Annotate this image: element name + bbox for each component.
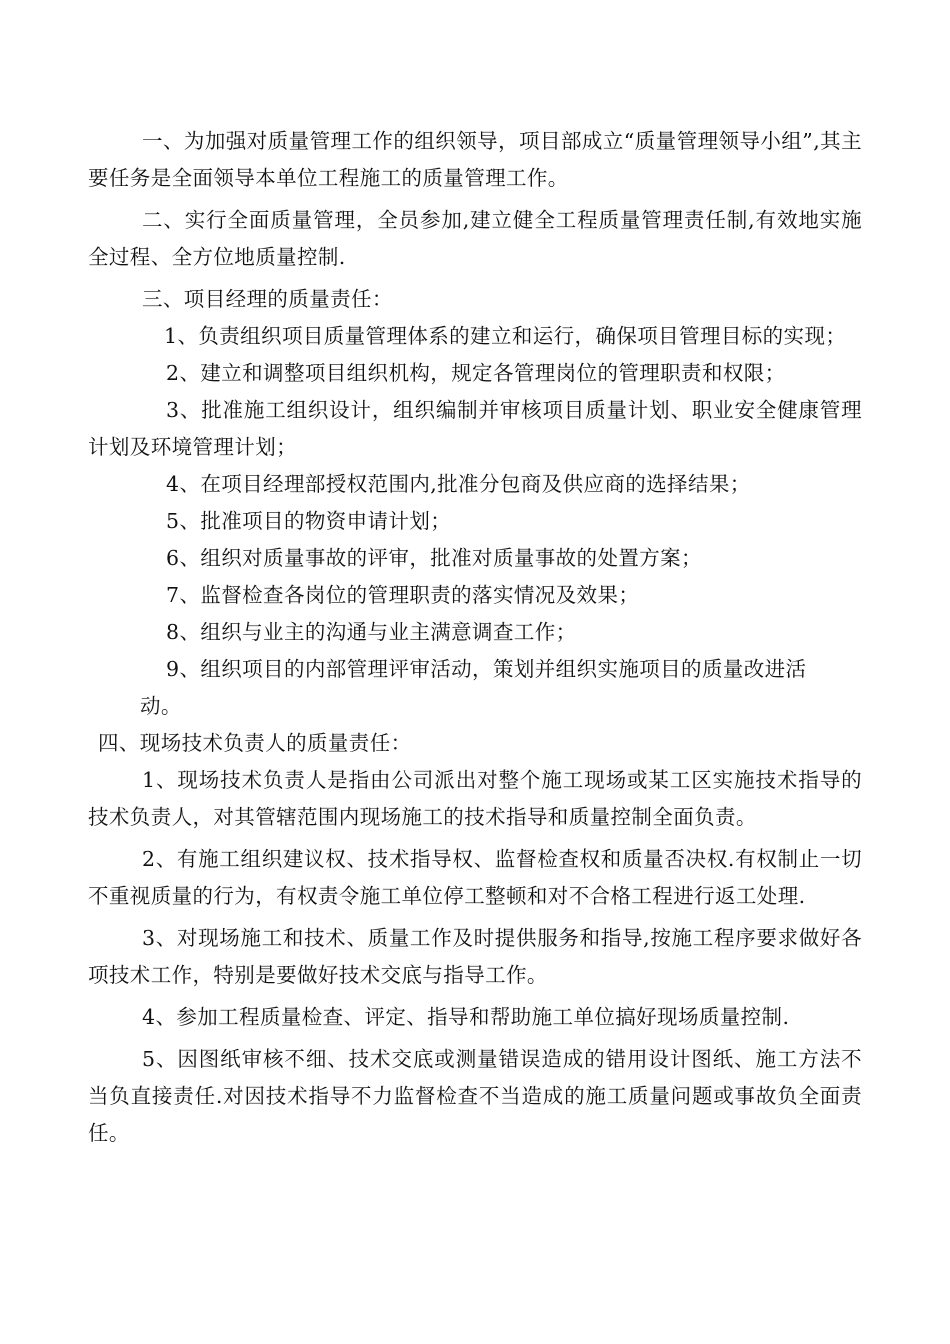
list-item-7: 7、监督检查各岗位的管理职责的落实情况及效果； xyxy=(166,583,640,607)
list-item-2: 2、建立和调整项目组织机构，规定各管理岗位的管理职责和权限； xyxy=(166,361,786,385)
paragraph-tech-4: 4、参加工程质量检查、评定、指导和帮助施工单位搞好现场质量控制. xyxy=(142,1005,790,1029)
list-item-1: 1、负责组织项目质量管理体系的建立和运行，确保项目管理目标的实现； xyxy=(164,324,847,348)
list-item-9-continued: 动。 xyxy=(140,694,182,718)
paragraph-tech-3: 3、对现场施工和技术、质量工作及时提供服务和指导,按施工程序要求做好各项技术工作，特别是要做好技术交底与指导工作。 xyxy=(88,926,862,987)
heading-section-4: 四、现场技术负责人的质量责任： xyxy=(98,731,412,755)
paragraph-2: 二、实行全面质量管理，全员参加,建立健全工程质量管理责任制,有效地实施全过程、全方位地质量控制. xyxy=(88,208,862,269)
paragraph-tech-1: 1、现场技术负责人是指由公司派出对整个施工现场或某工区实施技术指导的技术负责人，对其管辖范围内现场施工的技术指导和质量控制全面负责。 xyxy=(88,768,862,829)
list-item-5: 5、批准项目的物资申请计划； xyxy=(166,509,452,533)
list-item-6: 6、组织对质量事故的评审，批准对质量事故的处置方案； xyxy=(166,546,702,570)
paragraph-tech-2: 2、有施工组织建议权、技术指导权、监督检查权和质量否决权.有权制止一切不重视质量的行为，有权责令施工单位停工整顿和对不合格工程进行返工处理. xyxy=(88,847,862,908)
document-body xyxy=(88,123,862,1152)
list-item-8: 8、组织与业主的沟通与业主满意调查工作； xyxy=(166,620,577,644)
list-item-4: 4、在项目经理部授权范围内,批准分包商及供应商的选择结果； xyxy=(166,472,751,496)
heading-section-3: 三、项目经理的质量责任： xyxy=(142,287,393,311)
paragraph-1: 一、为加强对质量管理工作的组织领导，项目部成立“质量管理领导小组”,其主要任务是全面领导本单位工程施工的质量管理工作。 xyxy=(88,129,862,190)
list-item-9: 9、组织项目的内部管理评审活动，策划并组织实施项目的质量改进活 xyxy=(166,657,807,681)
paragraph-tech-5: 5、因图纸审核不细、技术交底或测量错误造成的错用设计图纸、施工方法不当负直接责任.对因技术指导不力监督检查不当造成的施工质量问题或事故负全面责任。 xyxy=(88,1047,862,1145)
list-item-3: 3、批准施工组织设计，组织编制并审核项目质量计划、职业安全健康管理计划及环境管理计划； xyxy=(88,398,862,459)
